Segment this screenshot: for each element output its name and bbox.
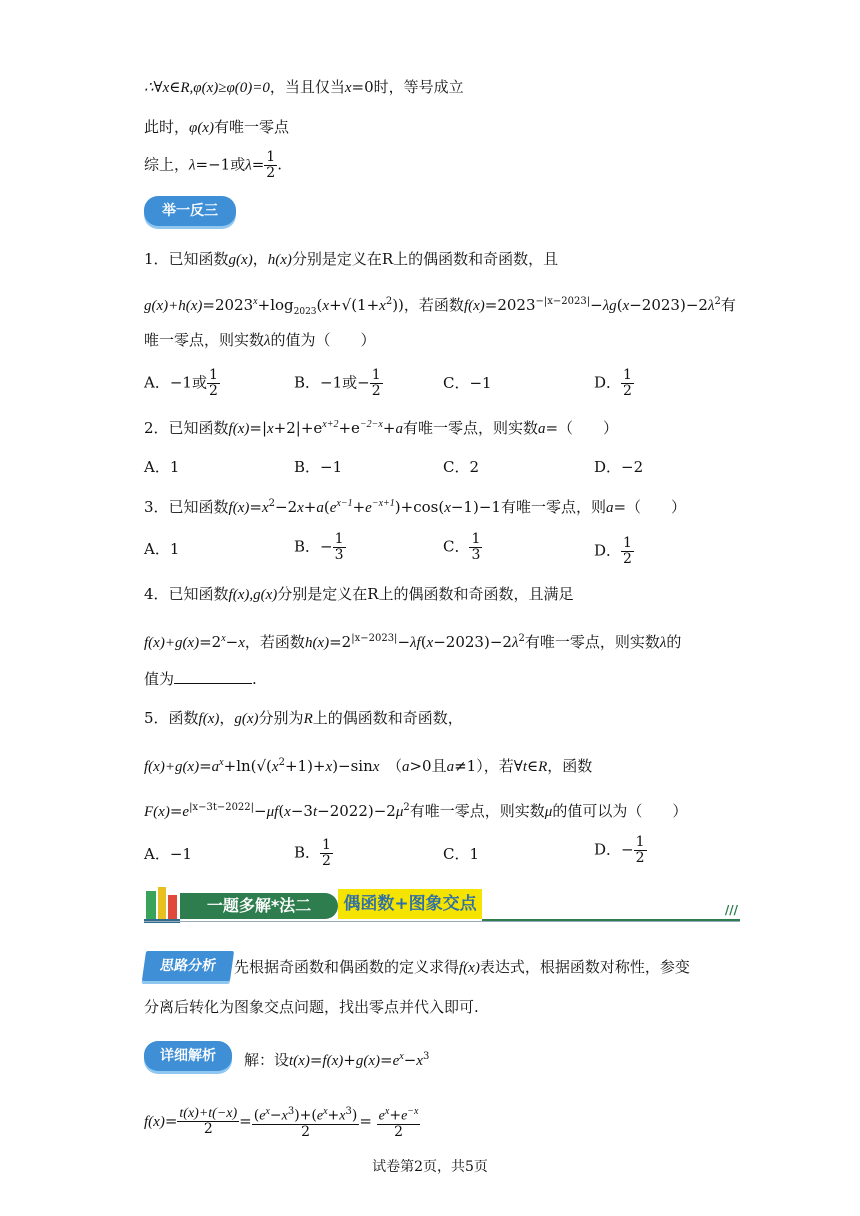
- q5-option-b: B． $\frac{1}{2}$: [294, 837, 331, 869]
- detail-label: 详细解析: [144, 1041, 232, 1071]
- q4-line-1: 4．已知函数f(x),g(x)分别是定义在R上的偶函数和奇函数，且满足: [144, 585, 574, 603]
- q1-line-2: $g(x)+h(x)=2023^x+\log_{2023}(x+√(1+x^2))$，若函数$f(x)=2023^{-|x-2023|}-\lambda g(x-2023)-2\lambda^2$有: [144, 296, 736, 317]
- conclusion-line-2: 此时，φ(x)有唯一零点: [144, 118, 289, 136]
- analysis-line-1: 先根据奇函数和偶函数的定义求得f(x)表达式，根据函数对称性，参变: [234, 958, 690, 976]
- q1-line-1: 1．已知函数g(x)，h(x)分别是定义在R上的偶函数和奇函数，且: [144, 250, 559, 268]
- q2-option-d: D．−2: [594, 458, 644, 476]
- conclusion-line-1: ∴∀x∈R,φ(x)≥φ(0)=0，当且仅当x=0时，等号成立: [144, 78, 464, 96]
- q4-line-2: $f(x)+g(x)=2^x-x$，若函数$h(x)=2^{|x-2023|}-\lambda f(x-2023)-2\lambda^2$有唯一零点，则实数λ的: [144, 633, 682, 651]
- analysis-label: 思路分析: [142, 951, 234, 981]
- banner-slashes: ///: [724, 903, 738, 917]
- page-footer: 试卷第2页，共5页: [372, 1159, 488, 1175]
- q5-option-c: C．1: [443, 845, 480, 863]
- detail-line-1: 解：设$t(x)=f(x)+g(x)=e^x-x^3$: [244, 1051, 430, 1069]
- q3-line-1: 3．已知函数$f(x)=x^2-2x+a(e^{x-1}+e^{-x+1})+\cos(x-1)-1$有唯一零点，则a=（ ）: [144, 498, 687, 516]
- q1-option-b: B．−1或− $\frac{1}{2}$: [294, 367, 381, 399]
- detail-line-2: f(x)= $\frac{t(x)+t(-x)}{2}$ = $\frac{(e^x-x^3)+(e^x+x^3)}{2}$ = $\frac{e^x+e^{-x}}{2}$: [144, 1106, 419, 1140]
- q4-line-3: 值为 .: [144, 670, 257, 688]
- banner-left-label: 一题多解*法二: [180, 893, 338, 919]
- q5-option-d: D．− $\frac{1}{2}$: [594, 834, 645, 866]
- section-pill-practice: 举一反三: [144, 196, 236, 226]
- q3-option-b: B．− $\frac{1}{3}$: [294, 531, 344, 563]
- q4-answer-blank[interactable]: [174, 669, 252, 684]
- conclusion-line-3: 综上，λ=−1或λ= $\frac{1}{2}$ .: [144, 149, 282, 181]
- q3-option-c: C． $\frac{1}{3}$: [443, 531, 481, 563]
- q5-line-2: $f(x)+g(x)=a^x+\ln(√(x^2+1)+x)-\sin x$ （a>0且a≠1），若∀t∈R，函数: [144, 757, 593, 775]
- q1-option-a: A．−1或 $\frac{1}{2}$: [144, 367, 218, 399]
- analysis-line-2: 分离后转化为图象交点问题，找出零点并代入即可.: [144, 998, 479, 1016]
- banner-right-label: 偶函数+图象交点: [338, 889, 482, 919]
- q2-option-c: C．2: [443, 458, 480, 476]
- q3-option-a: A．1: [144, 540, 180, 558]
- q2-option-b: B．−1: [294, 458, 343, 476]
- pencil-ruler-icon: [144, 885, 180, 925]
- q1-option-c: C．−1: [443, 374, 492, 392]
- q1-line-3: 唯一零点，则实数λ的值为（ ）: [144, 331, 376, 349]
- q2-option-a: A．1: [144, 458, 180, 476]
- q3-option-d: D． $\frac{1}{2}$: [594, 535, 632, 567]
- q5-option-a: A．−1: [144, 845, 192, 863]
- method-banner: [144, 885, 740, 925]
- q5-line-3: $F(x)=e^{|x-3t-2022|}-\mu f(x-3t-2022)-2\mu^2$有唯一零点，则实数μ的值可以为（ ）: [144, 802, 688, 820]
- q2-line-1: 2．已知函数$f(x)=|x+2|+e^{x+2}+e^{-2-x}+a$有唯一零点，则实数a=（ ）: [144, 419, 619, 437]
- q5-line-1: 5．函数f(x)，g(x)分别为R上的偶函数和奇函数，: [144, 709, 463, 727]
- q1-option-d: D． $\frac{1}{2}$: [594, 367, 632, 399]
- banner-divider: [144, 921, 740, 922]
